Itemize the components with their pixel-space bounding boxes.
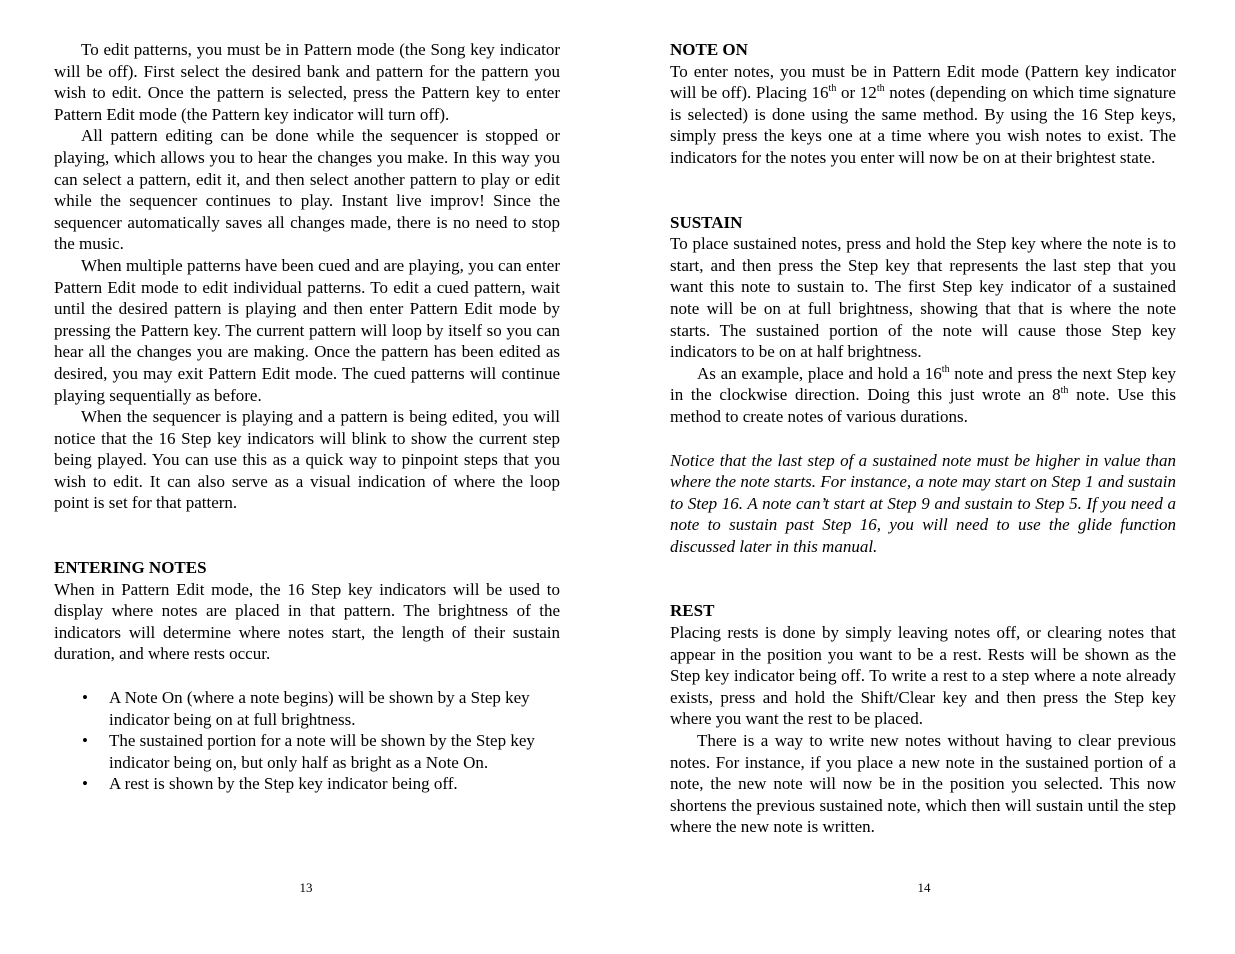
text-run: To enter notes, you must be in Pattern Edit mode (Pattern key indicator will be off). Placing 16 [670, 61, 1176, 103]
bullet-list [54, 687, 560, 795]
paragraph: All pattern editing can be done while the sequencer is stopped or playing, which allows you to hear the changes you make. In this way you can select a pattern, edit it, and then select another pattern to play or edit while the sequencer continues to play. Instant live improv! Since the sequencer automatically saves all changes made, there is no need to stop the music. [54, 126, 560, 254]
paragraph: Placing rests is done by simply leaving notes off, or clearing notes that appear in the position you want to be a rest. Rests will be shown as the Step key indicator being off. To write a rest to a step where a note already exists, press and hold the Shift/Clear key and then press the Step key where you want the rest to be placed. [670, 623, 1176, 729]
paragraph: When multiple patterns have been cued and are playing, you can enter Pattern Edit mode to edit individual patterns. To edit a cued pattern, wait until the desired pattern is playing and then enter Pattern Edit mode by pressing the Pattern key. The current pattern will loop by itself so you can hear all the changes you are making. Once the pattern has been edited as desired, you may exit Pattern Edit mode. The cued patterns will continue playing sequentially as before. [54, 255, 560, 405]
paragraph: There is a way to write new notes without having to clear previous notes. For instance, if you place a new note in the sustained portion of a note, the new note will now be in the position you selected. This now shortens the previous sustained note, which then will sustain until the step where the new note is written. [670, 731, 1176, 837]
left-page [54, 39, 560, 795]
section-heading-sustain: SUSTAIN [670, 212, 743, 232]
superscript: th [941, 363, 950, 375]
paragraph: When the sequencer is playing and a pattern is being edited, you will notice that the 16 Step key indicators will blink to show the current step being played. You can use this as a quick way to pinpoint steps that you wish to edit. It can also serve as a visual indication of where the loop point is set for that pattern. [54, 407, 560, 513]
paragraph [670, 61, 1176, 169]
spacer [670, 169, 1176, 212]
spacer [54, 665, 560, 687]
notice-paragraph: Notice that the last step of a sustained note must be higher in value than where the note starts. For instance, a note may start on Step 1 and sustain to Step 16. A note can’t start at Step 9 and sustain to Step 5. If you need a note to sustain past Step 16, you will need to use the glide function discussed later in this manual. [670, 450, 1176, 556]
bullet-icon: • [82, 731, 88, 751]
text-run: or 12 [836, 83, 877, 103]
section-heading-entering-notes: ENTERING NOTES [54, 558, 207, 578]
paragraph [670, 363, 1176, 428]
paragraph: To edit patterns, you must be in Pattern mode (the Song key indicator will be off). First select the desired bank and pattern for the pattern you wish to edit. Once the pattern is selected, press the Pattern key to enter Pattern Edit mode (the Pattern key indicator will turn off). [54, 40, 560, 124]
spacer [670, 428, 1176, 450]
text-run: note. Use this method to create notes of various durations. [670, 385, 1176, 426]
spacer [54, 514, 560, 557]
list-item [54, 687, 560, 730]
paragraph: To place sustained notes, press and hold the Step key where the note is to start, and then press the Step key that represents the last step that you want this note to sustain to. The first Step key indicator of a sustained note will be on at full brightness, showing that that is where the note starts. The sustained portion of the note will cause those Step key indicators to be on at half brightness. [670, 234, 1176, 362]
list-item-text: The sustained portion for a note will be shown by the Step key indicator being on, but only half as bright as a Note On. [109, 731, 535, 772]
bullet-icon: • [82, 774, 88, 794]
paragraph: When in Pattern Edit mode, the 16 Step key indicators will be used to display where notes are placed in that pattern. The brightness of the indicators will determine where notes start, the length of their sustain duration, and where rests occur. [54, 579, 560, 664]
list-item-text: A Note On (where a note begins) will be shown by a Step key indicator being on at full brightness. [109, 688, 530, 729]
page-number: 14 [917, 880, 931, 895]
section-heading-rest: REST [670, 601, 715, 621]
text-run: notes (depending on which time signature is selected) is done using the same method. By using the 16 Step keys, simply press the keys one at a time where you wish notes to exist. The indicators for the notes you enter will now be on at their brightest state. [670, 83, 1176, 167]
superscript: th [828, 83, 837, 95]
bullet-icon: • [82, 688, 88, 708]
list-item-text: A rest is shown by the Step key indicator being off. [109, 774, 458, 794]
text-run: As an example, place and hold a 16 [697, 363, 942, 383]
superscript: th [1060, 385, 1069, 397]
section-heading-note-on: NOTE ON [670, 40, 748, 59]
list-item [54, 730, 560, 773]
spacer [670, 557, 1176, 600]
right-page [670, 39, 1176, 838]
page-number: 13 [299, 880, 313, 895]
text-run: note and press the next Step key in the clockwise direction. Doing this just wrote an 8 [670, 363, 1176, 405]
list-item [54, 773, 560, 795]
superscript: th [876, 83, 885, 95]
